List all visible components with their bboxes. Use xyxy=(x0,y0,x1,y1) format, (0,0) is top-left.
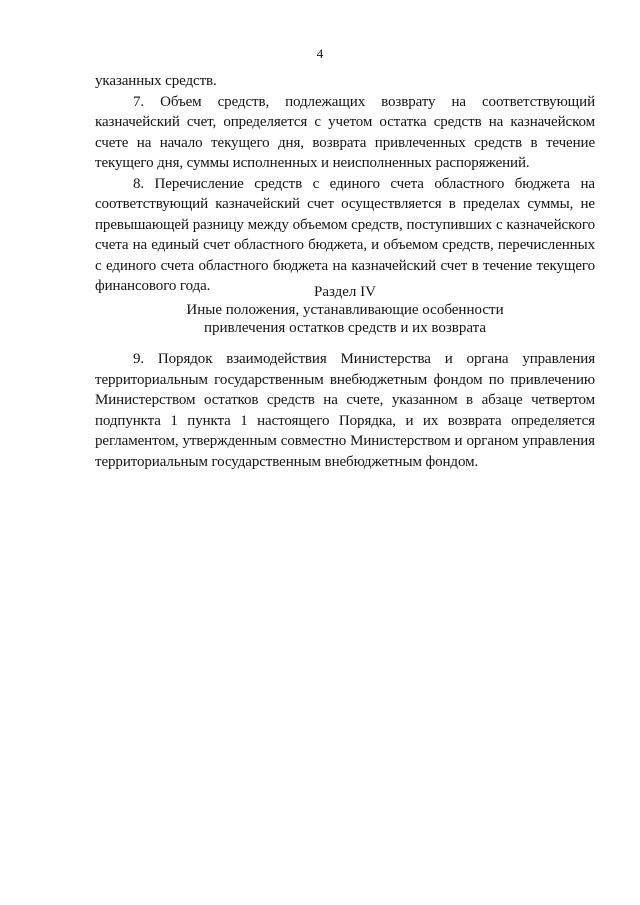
paragraph-continuation: указанных средств. xyxy=(95,73,217,89)
page-number: 4 xyxy=(316,46,324,61)
section-label: Раздел IV xyxy=(313,284,376,300)
paragraph-item-8: 8. Перечисление средств с единого счета областного бюджета на соответствующий казначейский счет осуществляется в пределах суммы, не превышающей разницу между объемом средств, поступивших с казначейского счета на единый счет областного бюджета, и объемом средств, перечисленных с единого счета областного бюджета на казначейский счет в течение текущего финансового года. xyxy=(95,175,595,294)
paragraph-item-7: 7. Объем средств, подлежащих возврату на соответствующий казначейский счет, определяется с учетом остатка средств на казначейском счете на начало текущего дня, возврата привлеченных средств в течение текущего дня, суммы исполненных и неисполненных распоряжений. xyxy=(95,93,595,171)
text-block-bottom xyxy=(95,349,595,472)
section-title-line-1: Иные положения, устанавливающие особенности xyxy=(186,302,504,318)
paragraph-item-9: 9. Порядок взаимодействия Министерства и органа управления территориальным государственным внебюджетным фондом по привлечению Министерством остатков средств на счете, указанном в абзаце четвертом подпункта 1 пункта 1 настоящего Порядка, и их возврата определяется регламентом, утвержденным совместно Министерством и органом управления территориальным государственным внебюджетным фондом. xyxy=(95,351,595,470)
text-block-top xyxy=(95,71,595,297)
section-title-line-2: привлечения остатков средств и их возврата xyxy=(203,320,487,336)
section-heading xyxy=(95,283,595,337)
